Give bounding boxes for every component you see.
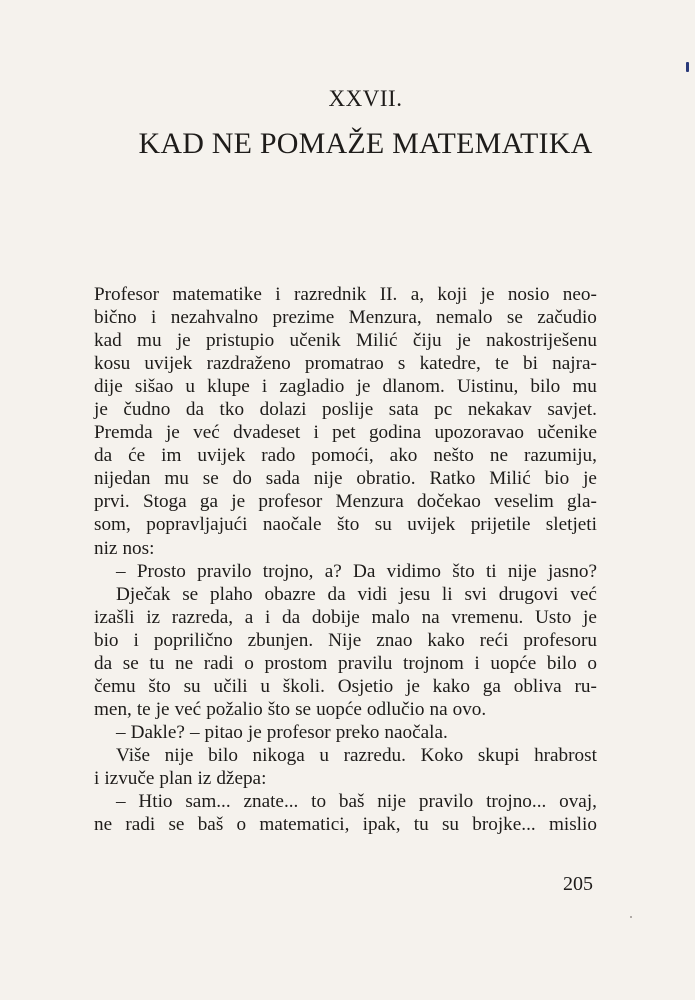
text-line: som, popravljajući naočale što su uvijek prijetile sletjeti	[94, 514, 597, 536]
text-line: – Dakle? – pitao je profesor preko naočala.	[116, 721, 448, 743]
text-line: da se tu ne radi o prostom pravilu trojnom i uopće bilo o	[94, 652, 597, 674]
chapter-number: XXVII.	[328, 86, 403, 111]
text-line: Više nije bilo nikoga u razredu. Koko skupi hrabrost	[116, 744, 597, 766]
chapter-title: KAD NE POMAŽE MATEMATIKA	[138, 127, 593, 160]
page-edge-mark	[686, 62, 689, 72]
page-number: 205	[563, 873, 593, 895]
text-line: Profesor matematike i razrednik II. a, koji je nosio neo-	[94, 284, 597, 305]
text-line: Dječak se plaho obazre da vidi jesu li svi drugovi već	[116, 583, 597, 605]
text-line: prvi. Stoga ga je profesor Menzura dočekao veselim gla-	[94, 491, 597, 513]
text-line: Premda je već dvadeset i pet godina upozoravao učenike	[94, 422, 597, 444]
text-line: bično i nezahvalno prezime Menzura, nemalo se začudio	[94, 307, 597, 329]
text-line: i izvuče plan iz džepa:	[94, 767, 267, 789]
text-line: da će im uvijek rado pomoći, ako nešto ne razumiju,	[94, 445, 597, 467]
text-line: nijedan mu se do sada nije obratio. Ratko Milić bio je	[94, 468, 597, 490]
text-line: izašli iz razreda, a i da dobije malo na vremenu. Usto je	[94, 606, 597, 628]
text-line: – Htio sam... znate... to baš nije pravilo trojno... ovaj,	[116, 791, 597, 813]
text-line: bio i poprilično zbunjen. Nije znao kako reći profesoru	[94, 629, 597, 651]
text-line: dije sišao u klupe i zagladio je dlanom. Uistinu, bilo mu	[94, 376, 597, 398]
text-line: je čudno da tko dolazi poslije sata pc nekakav savjet.	[94, 399, 597, 421]
text-line: čemu što su učili u školi. Osjetio je kako ga obliva ru-	[94, 675, 597, 697]
paper-speck	[630, 916, 632, 918]
text-line: – Prosto pravilo trojno, a? Da vidimo što ti nije jasno?	[116, 560, 597, 582]
text-line: kad mu je pristupio učenik Milić čiju je nakostriješenu	[94, 330, 597, 352]
text-line: niz nos:	[94, 537, 155, 559]
text-line: men, te je već požalio što se uopće odlučio na ovo.	[94, 698, 487, 720]
body-text	[94, 283, 597, 836]
text-line: ne radi se baš o matematici, ipak, tu su brojke... mislio	[94, 814, 597, 836]
text-line: kosu uvijek razdraženo promatrao s katedre, te bi najra-	[94, 353, 597, 375]
